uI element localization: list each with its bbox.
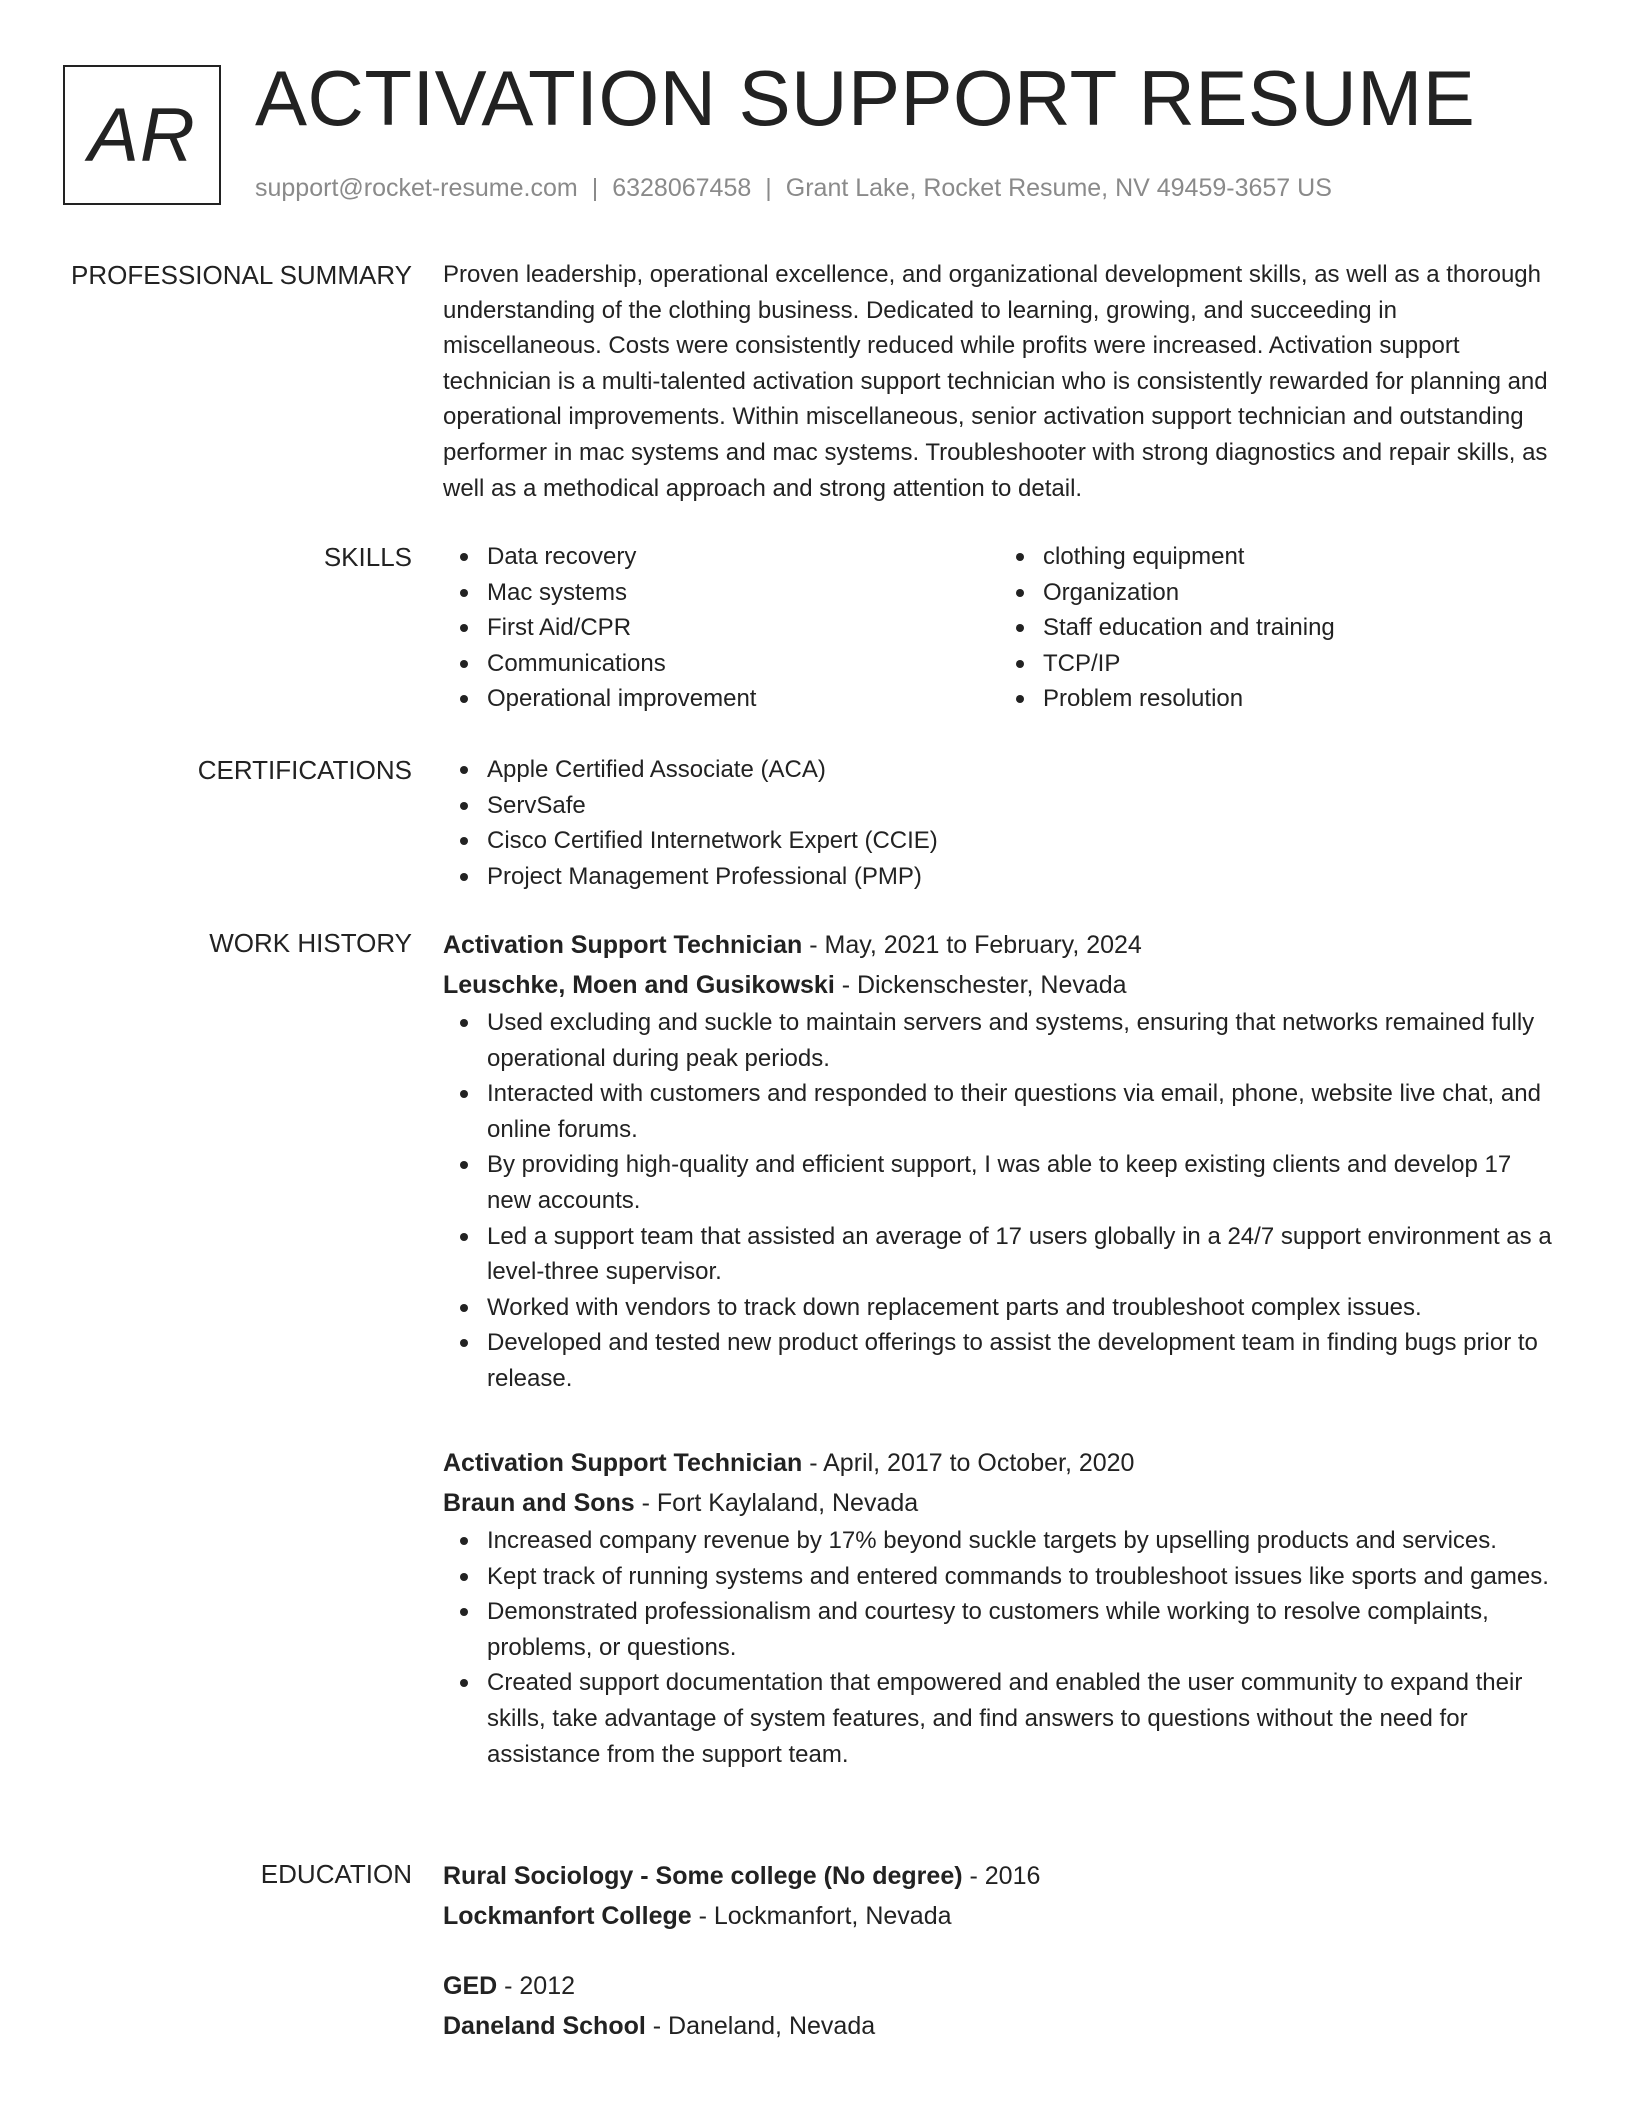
job-bullets (443, 1523, 1555, 1772)
education-degree: Rural Sociology - Some college (No degree) (443, 1862, 963, 1890)
list-item: Staff education and training (1043, 610, 1555, 646)
list-item: Organization (1043, 575, 1555, 611)
education-school: Lockmanfort College (443, 1902, 692, 1930)
contact-separator: | (591, 174, 599, 202)
work-history-body-2 (443, 1443, 1555, 1772)
education-degree-line (443, 1966, 1555, 2006)
list-item: Data recovery (487, 539, 999, 575)
contact-email[interactable]: support@rocket-resume.com (255, 174, 578, 202)
job-company: Leuschke, Moen and Gusikowski (443, 971, 835, 999)
list-item: Project Management Professional (PMP) (487, 859, 1555, 895)
education-body (443, 1856, 1555, 2046)
contact-phone[interactable]: 6328067458 (612, 174, 752, 202)
section-label-education: EDUCATION (260, 1859, 412, 1889)
section-label-certifications: CERTIFICATIONS (197, 755, 412, 785)
list-item: Apple Certified Associate (ACA) (487, 752, 1555, 788)
skills-body (443, 539, 1555, 717)
summary-body (443, 257, 1555, 506)
job-company-line (443, 965, 1555, 1005)
list-item: Operational improvement (487, 681, 999, 717)
list-item: Mac systems (487, 575, 999, 611)
contact-address: Grant Lake, Rocket Resume, NV 49459-3657 US (785, 174, 1332, 202)
resume-title: ACTIVATION SUPPORT RESUME (255, 54, 1476, 142)
certifications-list (443, 752, 1555, 894)
job-company-line (443, 1483, 1555, 1523)
work-history-body (443, 925, 1555, 1397)
skills-list-right (999, 539, 1555, 717)
list-item: Interacted with customers and responded to their questions via email, phone, website live chat, and online forums. (487, 1076, 1555, 1147)
monogram-badge (63, 65, 221, 205)
education-degree-line (443, 1856, 1555, 1896)
education-school: Daneland School (443, 2012, 646, 2040)
monogram-initials: AR (88, 92, 196, 178)
list-item: First Aid/CPR (487, 610, 999, 646)
list-item: Communications (487, 646, 999, 682)
section-label-summary: PROFESSIONAL SUMMARY (71, 260, 412, 290)
education-year: - 2012 (497, 1972, 576, 2000)
list-item: clothing equipment (1043, 539, 1555, 575)
list-item: Problem resolution (1043, 681, 1555, 717)
education-location: - Lockmanfort, Nevada (691, 1902, 952, 1930)
job-dates: - May, 2021 to February, 2024 (802, 931, 1142, 959)
skills-columns (443, 539, 1555, 717)
list-item: Demonstrated professionalism and courtesy to customers while working to resolve complaints, problems, or questions. (487, 1594, 1555, 1665)
list-item: Cisco Certified Internetwork Expert (CCIE) (487, 823, 1555, 859)
education-entry (443, 1966, 1555, 2046)
job-bullets (443, 1005, 1555, 1397)
list-item: Used excluding and suckle to maintain servers and systems, ensuring that networks remained fully operational during peak periods. (487, 1005, 1555, 1076)
education-school-line (443, 1896, 1555, 1936)
list-item: Worked with vendors to track down replacement parts and troubleshoot complex issues. (487, 1290, 1555, 1326)
summary-text: Proven leadership, operational excellence, and organizational development skills, as well as a thorough understanding of the clothing business. Dedicated to learning, growing, and succeeding in miscellaneous. Costs were consistently reduced while profits were increased. Activation support technician is a multi-talented activation support technician who is consistently rewarded for planning and operational improvements. Within miscellaneous, senior activation support technician and outstanding performer in mac systems and mac systems. Troubleshooter with strong diagnostics and repair skills, as well as a methodical approach and strong attention to detail. (443, 261, 1548, 502)
job-entry (443, 1443, 1555, 1772)
list-item: Developed and tested new product offerings to assist the development team in finding bugs prior to release. (487, 1325, 1555, 1396)
job-location: - Fort Kaylaland, Nevada (634, 1489, 919, 1517)
job-location: - Dickenschester, Nevada (834, 971, 1127, 999)
job-title: Activation Support Technician (443, 931, 803, 959)
job-company: Braun and Sons (443, 1489, 635, 1517)
education-school-line (443, 2006, 1555, 2046)
education-degree: GED (443, 1972, 498, 2000)
list-item: Created support documentation that empowered and enabled the user community to expand their skills, take advantage of system features, and find answers to questions without the need for assistance from the support team. (487, 1665, 1555, 1772)
list-item: TCP/IP (1043, 646, 1555, 682)
list-item: By providing high-quality and efficient support, I was able to keep existing clients and develop 17 new accounts. (487, 1147, 1555, 1218)
job-title-line (443, 1443, 1555, 1483)
list-item: Increased company revenue by 17% beyond suckle targets by upselling products and services. (487, 1523, 1555, 1559)
list-item: ServSafe (487, 788, 1555, 824)
contact-separator: | (765, 174, 772, 202)
education-entry (443, 1856, 1555, 1936)
contact-line (255, 174, 1332, 203)
section-label-skills: SKILLS (323, 542, 412, 572)
certifications-body (443, 752, 1555, 894)
job-dates: - April, 2017 to October, 2020 (802, 1449, 1135, 1477)
education-year: - 2016 (962, 1862, 1041, 1890)
job-title: Activation Support Technician (443, 1449, 803, 1477)
skills-list-left (443, 539, 999, 717)
list-item: Led a support team that assisted an average of 17 users globally in a 24/7 support environment as a level-three supervisor. (487, 1219, 1555, 1290)
education-location: - Daneland, Nevada (645, 2012, 876, 2040)
job-title-line (443, 925, 1555, 965)
job-entry (443, 925, 1555, 1397)
section-label-work-history: WORK HISTORY (209, 928, 412, 958)
list-item: Kept track of running systems and entered commands to troubleshoot issues like sports and games. (487, 1559, 1555, 1595)
